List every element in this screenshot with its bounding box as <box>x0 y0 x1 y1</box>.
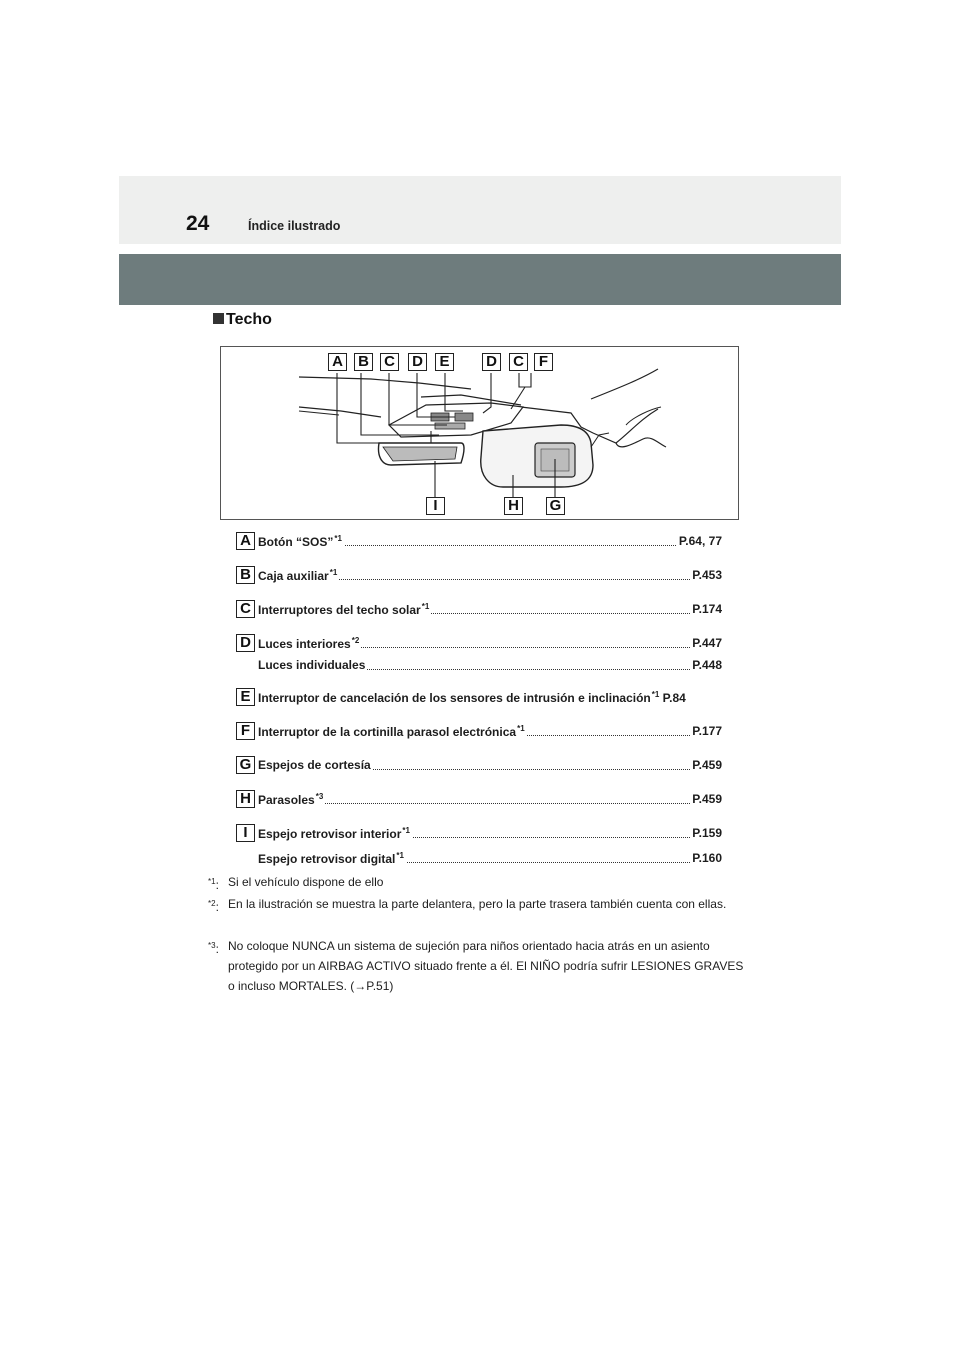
legend-item <box>258 636 722 654</box>
page-reference: P.447 <box>692 636 722 650</box>
legend-letter: I <box>236 824 255 842</box>
footnote-text: No coloque NUNCA un sistema de sujeción para niños orientado hacia atrás en un asiento protegido por un AIRBAG ACTIVO situado frente a él. El NIÑO podría sufrir LESIONES GRAVES o incluso MORTALES. (→P.51) <box>228 939 744 993</box>
legend-label: Interruptor de la cortinilla parasol electrónica$^{*1}$ <box>258 724 525 739</box>
page-reference: P.84 <box>662 691 686 705</box>
callout-label: F <box>534 353 553 371</box>
legend-item <box>258 792 722 810</box>
section-title: Índice ilustrado <box>248 219 341 233</box>
callout-label: G <box>546 497 565 515</box>
legend-letter: C <box>236 600 255 618</box>
legend-item <box>258 758 722 776</box>
footnote-mark: $^{*3}$: <box>208 941 219 956</box>
leader-dots <box>258 803 722 804</box>
legend-label: Interruptores del techo solar$^{*1}$ <box>258 602 430 617</box>
sub-heading <box>213 311 272 329</box>
legend-item <box>258 658 722 676</box>
page-reference: P.159 <box>692 826 722 840</box>
sub-heading-text: Techo <box>226 311 272 328</box>
legend-item <box>258 534 722 552</box>
legend-item <box>258 851 722 869</box>
callout-label: D <box>408 353 427 371</box>
legend-label: Espejos de cortesía <box>258 758 371 772</box>
footnote <box>208 936 748 996</box>
callout-label: H <box>504 497 523 515</box>
legend-letter: D <box>236 634 255 652</box>
page-reference: P.177 <box>692 724 722 738</box>
footnote <box>208 872 748 892</box>
page-reference: P.459 <box>692 792 722 806</box>
legend-label: Espejo retrovisor digital$^{*1}$ <box>258 851 404 866</box>
page-reference: P.64, 77 <box>678 534 722 548</box>
footnote-text: Si el vehículo dispone de ello <box>228 875 384 889</box>
legend-item <box>258 826 722 844</box>
callout-label: C <box>380 353 399 371</box>
legend-label: Luces individuales <box>258 658 366 672</box>
legend-letter: E <box>236 688 255 706</box>
legend-item <box>258 690 722 708</box>
square-bullet-icon <box>213 313 224 324</box>
footnote <box>208 894 748 914</box>
legend-label: Espejo retrovisor interior$^{*1}$ <box>258 826 410 841</box>
legend-letter: H <box>236 790 255 808</box>
roof-drawing <box>221 347 739 520</box>
page-reference: P.160 <box>692 851 722 865</box>
legend-item <box>258 568 722 586</box>
legend-label: Luces interiores$^{*2}$ <box>258 636 360 651</box>
callout-label: C <box>509 353 528 371</box>
header-band <box>119 176 841 244</box>
page-reference: P.448 <box>692 658 722 672</box>
footnote-text: En la ilustración se muestra la parte delantera, pero la parte trasera también cuenta con ellas. <box>228 897 727 911</box>
page-reference: P.453 <box>692 568 722 582</box>
legend-letter: A <box>236 532 255 550</box>
legend-letter: F <box>236 722 255 740</box>
legend-item <box>258 724 722 742</box>
legend-letter: G <box>236 756 255 774</box>
legend-label: Interruptor de cancelación de los sensores de intrusión e inclinación$^{*1}$ P.84 <box>258 690 686 705</box>
footnote-mark: $^{*1}$: <box>208 877 219 892</box>
callout-label: I <box>426 497 445 515</box>
legend-letter: B <box>236 566 255 584</box>
page-number: 24 <box>186 212 210 235</box>
callout-label: B <box>354 353 373 371</box>
callout-label: D <box>482 353 501 371</box>
legend-label: Botón “SOS”$^{*1}$ <box>258 534 342 549</box>
footnote-mark: $^{*2}$: <box>208 899 219 914</box>
legend-item <box>258 602 722 620</box>
callout-label: A <box>328 353 347 371</box>
roof-illustration <box>220 346 739 520</box>
title-bar <box>119 254 841 305</box>
page-reference: P.459 <box>692 758 722 772</box>
legend-label: Caja auxiliar$^{*1}$ <box>258 568 338 583</box>
page-reference: P.174 <box>692 602 722 616</box>
legend-label: Parasoles$^{*3}$ <box>258 792 324 807</box>
callout-label: E <box>435 353 454 371</box>
